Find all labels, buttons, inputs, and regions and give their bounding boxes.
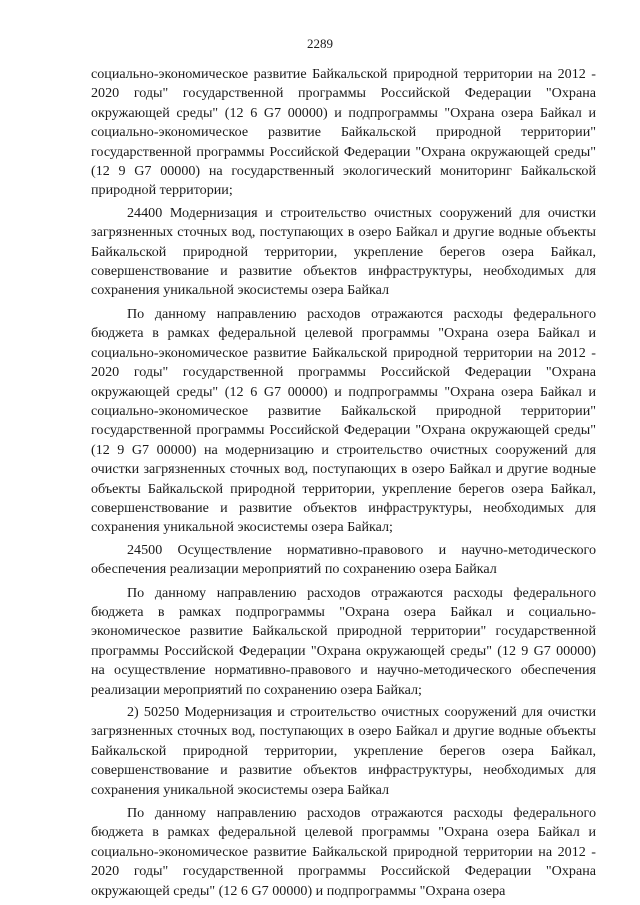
paragraph-code-24500: 24500 Осуществление нормативно-правового и научно-методического обеспечения реализации мероприятий по сохранению озера Байкал [91,541,596,578]
paragraph-description-24400: По данному направлению расходов отражаются расходы федерального бюджета в рамках федеральной целевой программы "Охрана озера Байкал и социально-экономическое развитие Байкальской природной территории на 2012 - 2020 годы" государственной программы Российской Федерации "Охрана окружающей среды" (12 6 G7 00000) и подпрограммы "Охрана озера Байкал и социально-экономическое развитие Байкальской природной территории" государственной программы Российской Федерации "Охрана окружающей среды" (12 9 G7 00000) на модернизацию и строительство очистных сооружений для очистки загрязненных сточных вод, поступающих в озеро Байкал и другие водные объекты Байкальской природной территории, укрепление берегов озера Байкал, совершенствование и развитие объектов инфраструктуры, необходимых для сохранения уникальной экосистемы озера Байкал; [91,305,596,536]
paragraph-description-50250: По данному направлению расходов отражаются расходы федерального бюджета в рамках федеральной целевой программы "Охрана озера Байкал и социально-экономическое развитие Байкальской природной территории на 2012 - 2020 годы" государственной программы Российской Федерации "Охрана окружающей среды" (12 6 G7 00000) и подпрограммы "Охрана озера [91,805,596,899]
document-body [91,65,596,901]
page-number: 2289 [307,36,333,51]
paragraph-description-24500: По данному направлению расходов отражаются расходы федерального бюджета в рамках подпрограммы "Охрана озера Байкал и социально-экономическое развитие Байкальской природной территории" государственной программы Российской Федерации "Охрана окружающей среды" (12 9 G7 00000) на осуществление нормативно-правового и научно-методического обеспечения реализации мероприятий по сохранению озера Байкал; [91,584,596,698]
paragraph-continuation: социально-экономическое развитие Байкальской природной территории на 2012 - 2020 годы" государственной программы Российской Федерации "Охрана окружающей среды" (12 6 G7 00000) и подпрограммы "Охрана озера Байкал и социально-экономическое развитие Байкальской природной территории" государственной программы Российской Федерации "Охрана окружающей среды" (12 9 G7 00000) на государственный экологический мониторинг Байкальской природной территории; [91,66,596,199]
paragraph-code-24400: 24400 Модернизация и строительство очистных сооружений для очистки загрязненных сточных вод, поступающих в озеро Байкал и другие водные объекты Байкальской природной территории, укрепление берегов озера Байкал, совершенствование и развитие объектов инфраструктуры, необходимых для сохранения уникальной экосистемы озера Байкал [91,204,596,299]
paragraph-code-50250: 2) 50250 Модернизация и строительство очистных сооружений для очистки загрязненных сточных вод, поступающих в озеро Байкал и другие водные объекты Байкальской природной территории, укрепление берегов озера Байкал, совершенствование и развитие объектов инфраструктуры, необходимых для сохранения уникальной экосистемы озера Байкал [91,704,596,798]
